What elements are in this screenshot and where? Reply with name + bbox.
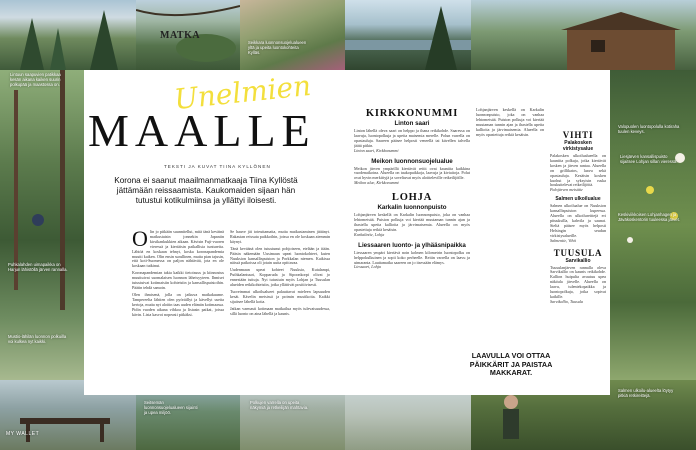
karkali-title: Karkalin luonnonpuisto — [377, 204, 447, 212]
col1-paragraph-3: Olen ihmisenä, jolla on jatkuva matkakuume. Tampereelta lähtien olen pyöräillyt ja kävellyt useita kertoja, mutta nyt aloitin taas uuden elämän kotimaassa. Pidin vuoden aikana vihkoa ja listasin paikat, joissa kävin. Lista kasvoi nopeasti pitkäksi. — [132, 291, 224, 317]
col1-paragraph-1: lin jo pitkään suunnitellut, mitä tänä kevätnä matkustaisin jonnekin Japaniin kirsikankukkien aikaan. Kävisin Fuji-vuoren vieressä ja kiertäisin paikallisia tuntureita. Lähtöä en koskaan tehnyt, koska koronapandemia muutti kaiken. Olin ensin surullinen, mutta pian tajusin, että koti-Suomessa on paljon nähtävää, jota en ole koskaan tutkinut. — [132, 230, 224, 269]
body-column-2 — [230, 230, 330, 390]
sarvikallio-text: Tuusulanjärven rannalla oleva Sarvikallio on kaunis retkikohde. Kallion huipulta avautuu upea näköala järvelle. Alueella on laavu, tulentekopaikka ja luontopolkuja, jotka sopivat kaikille. — [550, 264, 606, 299]
photo-top-mid — [240, 0, 345, 70]
cabin-graphic — [471, 0, 696, 70]
linton-saari-title: Linton saari — [394, 120, 430, 127]
photo-right-column — [610, 70, 696, 380]
city-tuusula: TUUSULA — [553, 247, 603, 258]
photo-top-right — [471, 0, 696, 70]
col2-paragraph-4: Tuoreimmat ulkoilualueet palauttavat mieleen lapsuuden kesät. Kävelin metsissä ja poimin mustikoita. Kaikki sijaitsee lähellä kotia. — [230, 288, 330, 304]
magazine-footer: MY WALLET — [6, 431, 40, 437]
caption-bottom-2: Polkujen varrella on upeita näkymiä ja retkeilijän mahtavia. — [250, 400, 309, 410]
caption-left-1: Puhkalahden uimapaikka on Harjun lähistöllä järven rannalla. — [8, 262, 68, 272]
col2-paragraph-5: Jatkan varmasti kotimaan matkailua myös tulevaisuudessa, sillä luonto on aina lähellä ja kaunis. — [230, 305, 330, 316]
col2-paragraph-2: Tänä keväänä olen tutustunut pohjoiseen, etelään ja itään. Pääsin näkemään Uusimaan upeat luontokohteet, kuten Nuuksion kansallispuiston ja Porkkalan niemen. Kaikissa näissä paikoissa oli jotain uutta opittavaa. — [230, 245, 330, 266]
article-page — [84, 70, 610, 395]
meikko-text: Meikon järven ympärillä kiertävät reitit ovat kauniita kaikkina vuodenaikoina. Alueella on taukopaikkoja, laavuja ja kiviaitoja. Polut ovat hyvin merkittyjä ja soveltuvat myös aloitteleville retkeilijöille. — [354, 165, 470, 181]
sarvikallio-link: Sarvikallio, Tuusula — [550, 298, 583, 304]
col2-paragraph-1: Se hauve jäi toteuttamatta, mutta matkustaminen jättänyt. Rakastan reissuta paikkoihin, joissa en ole koskaan aiemmin käynyt. — [230, 230, 330, 244]
caption-left-2: Mustio-lähilän luonnon polkuilla voi kulkea nyt kaikki. — [8, 334, 67, 344]
karkali-text: Lohjanjärven keskellä on Karkalin luonnonpuisto, joka on vanhaa lehtometsää. Puiston polkuja voi kiertää muutaman tunnin ajan ja ihastella upeita kallioita ja järvimaisemia. Alueella on myös opastettuja retkiä kesäisin. — [354, 212, 470, 232]
meikko-title: Meikon luonnonsuojelualue — [371, 157, 453, 165]
caption-right-2: Keskiviikkoisen Lohjanhagen ja Jäväkoskentorin tuuleessa järvet. — [618, 212, 680, 222]
dropcap: O — [132, 230, 148, 251]
lake-graphic — [345, 0, 471, 70]
palakoski-link: Palojärven metsätie — [550, 187, 583, 193]
flowers-graphic — [610, 70, 696, 380]
col2-paragraph-3: Uudenmaan upeat kohteet Nuuksio, Kutalampi, Puthkalantuuri, Kopparuda ja Sipoonkorpi olivat jo ennestään tuttuja. Nyt tutustuin myös Lohjan ja Tuusulan alueiden retkikohteisiin, jotka yllättivät positiivisesti. — [230, 267, 330, 288]
city-kirkkonummi: KIRKKONUMMI — [365, 108, 459, 119]
middle-column — [469, 108, 553, 394]
karkali-link: Karkalintie, Lohja — [354, 231, 385, 237]
city-lohja: LOHJA — [391, 192, 433, 204]
meikko-link: Meikon alue, Kirkkonummi — [354, 180, 399, 186]
salmi-link: Salmentie, Vihti — [550, 237, 576, 243]
salmi-text: Salmen ulkoilualue on Nuuksion kansallispuiston kupeessa. Alueella on ulkoilureittejä eri pituuksilla, kahvila ja saunat. Sieltä pääsee myös helposti Helsingin seudun virkistysalueille. — [550, 203, 606, 238]
caption-top-mid: Seikkara luonnonsuojelualueen yltä ja upeita luontokohteita Kylläs. — [248, 40, 307, 55]
matka-label: MATKA — [160, 30, 201, 41]
linton-saari-link: Linton saari, Kirkkonummi — [354, 147, 399, 153]
palakoski-title: Palakosken virkistysalue — [562, 140, 594, 152]
sarvikallio-title: Sarvikallio — [565, 257, 591, 264]
col1-paragraph-2: Koronapandemian takia kaikki tietoisuus ja kiinnostus muuttuivat suomalaisen luonnon läheisyyteen. Ihmiset tutustuivat kotimaisiin kohteisiin ja kansallispuistoihin. Päätin tehdä samoin. — [132, 270, 224, 290]
pine-trees-graphic — [0, 0, 136, 70]
byline: TEKSTI JA KUVAT TIINA KYLLÖNEN — [164, 164, 271, 169]
salmi-title: Salmen ulkoilualue — [555, 196, 601, 203]
caption-top-left: Lintuun saapuvien patikkaa kesän aikana kaiken suurin polkupää ja maastossa on. — [10, 72, 61, 87]
caption-right-1: Liesjärven kansallispuisto sijaitsee Lohjan sillan vieressä. — [620, 154, 678, 164]
sections-column-b — [550, 130, 606, 394]
caption-bottom-1: Seitsemän luonnonsuojelualueen sijainti ja upea miljöö. — [144, 400, 198, 415]
liessaari-text: Liessaaren ympäri kiertävä noin kolmen kilometrin luontopolku on helppokulkuinen ja sopii koko perheelle. Reitin varrella on laavu ja uimaranta. Lauttamatka saareen on jo itsessään elämys. — [354, 249, 470, 265]
photo-top-left — [0, 0, 136, 70]
intro-text: Korona ei saanut maailmanmatkaaja Tiina Kyllöstä jättämään reissaamista. Kaukomaiden sijaan hän tutustui kotikulmiinsa ja yllättyi iloisesti. — [114, 176, 298, 206]
liessaari-link: Liessaari, Lohja — [354, 264, 381, 270]
caption-bottom-right: Salmen ulkoilu-alueelta löytyy pitkiä retkireittejä. — [618, 388, 674, 398]
title-script: Unelmien — [172, 68, 313, 117]
pull-quote: LAAVULLA VOI OTTAA PÄIKKÄRIT JA PAISTAA MAKKARAT. — [469, 351, 553, 378]
body-column-1 — [132, 230, 224, 390]
middle-column-text: Lohjanjärven keskellä on Karkalin luonnonpuisto, joka on vanhaa lehtometsää. Puiston polkuja voi kiertää muutaman tunnin ajan ja ihastella upeita kallioita ja järvimaisemia. Alueella on myös opastettuja retkiä kesäisin. — [476, 108, 544, 137]
sections-column-a — [354, 108, 470, 394]
caption-top-right: Valopuolen luontopolulla kotiraha tuulen keveys. — [618, 124, 680, 134]
palakoski-text: Palakosken ulkoilualueella on kauniita polkuja, jotka kiertävät kosken ja järven rantaa. Alueella on grillikatos, laavu sekä opastauluja. Kesäisin kosken kuohut ja syksyisin ruska houkuttelevat retkeilijöitä. — [550, 153, 606, 188]
city-vihti: VIHTI — [562, 130, 594, 140]
photo-top-mid-right — [345, 0, 471, 70]
linton-saari-text: Linton lähellä oleva saari on helppo ja ihana retkikohde. Saaressa on laavuja, luontopolkuja ja upeita maisemia merelle. Polun varrella on opastauluja. Saareen pääsee helposti veneellä tai kävellen talvella jäätä pitkin. — [354, 128, 470, 148]
title-main: MAALLE — [88, 105, 316, 156]
liessaari-title: Liessaaren luonto- ja ylhääsnipaikka — [358, 241, 466, 249]
